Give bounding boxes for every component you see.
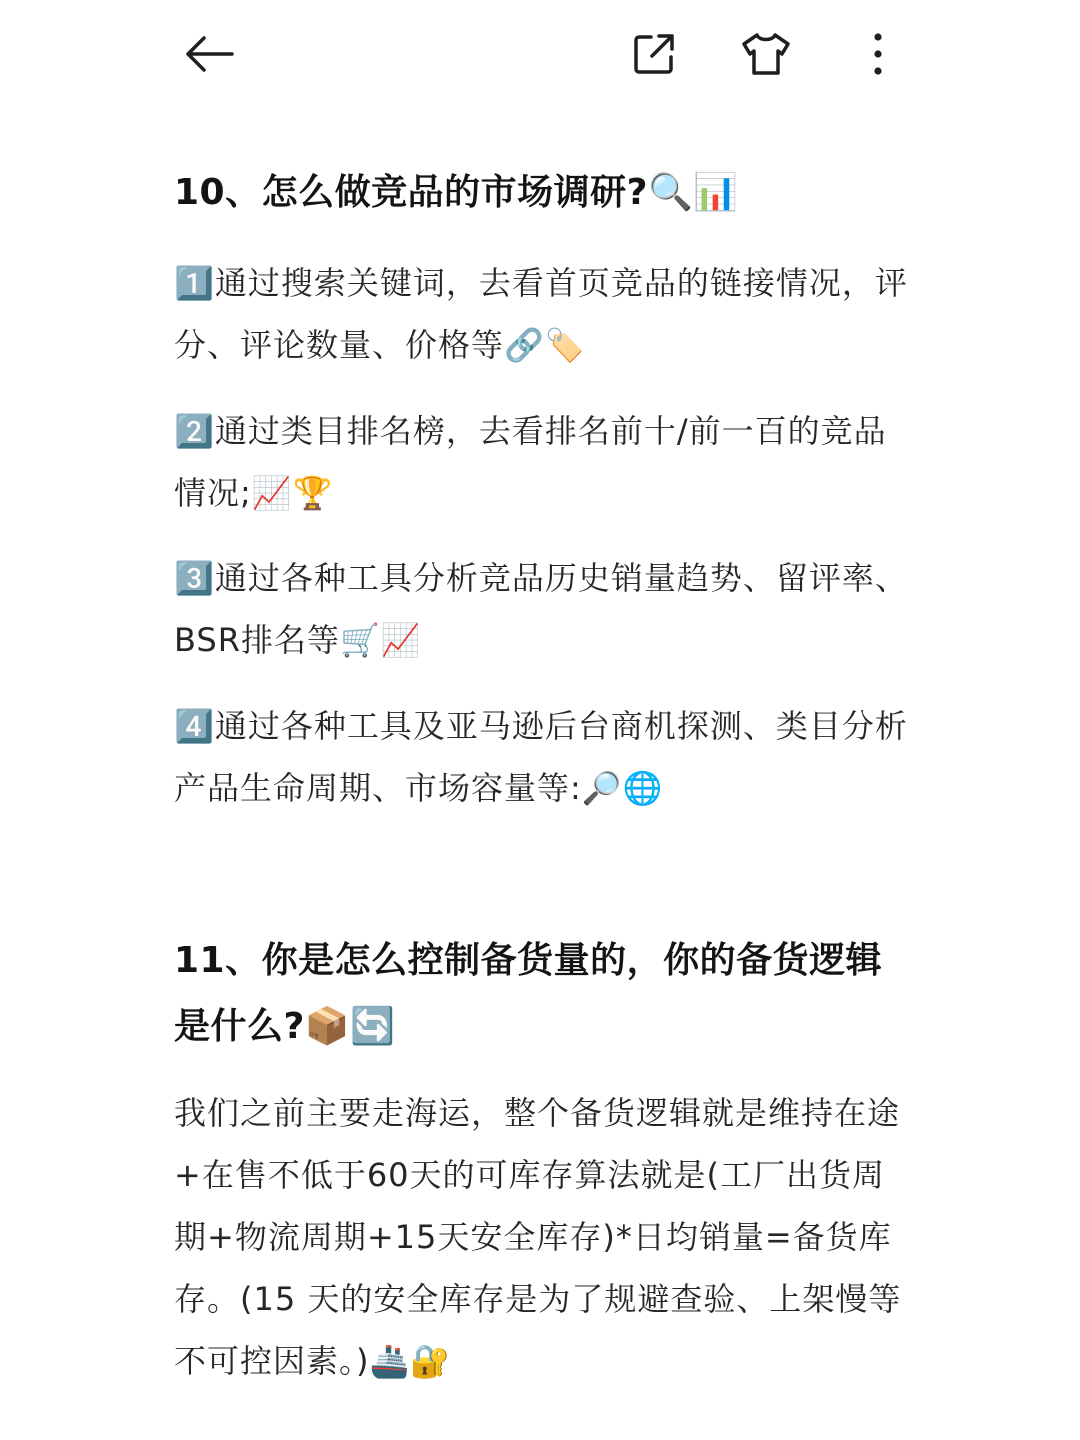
share-button[interactable] <box>626 26 682 82</box>
section-10-title: 10、怎么做竞品的市场调研?🔍📊 <box>174 172 739 213</box>
arrow-left-icon <box>182 34 238 74</box>
tshirt-icon <box>740 31 792 77</box>
section-11-body: 我们之前主要走海运，整个备货逻辑就是维持在途+在售不低于60天的可库存算法就是(工厂出货周期+物流周期+15天安全库存)*日均销量=备货库存。(15 天的安全库存是为了规避查验、上架慢等不可控因素。)🚢🔐 <box>174 1094 902 1380</box>
more-vertical-icon <box>872 32 884 76</box>
top-toolbar <box>0 0 1080 110</box>
section-10-item-3: 3️⃣通过各种工具分析竞品历史销量趋势、留评率、BSR排名等🛒📈 <box>174 559 908 659</box>
outfit-button[interactable] <box>736 26 796 82</box>
section-10-item-2: 2️⃣通过类目排名榜，去看排名前十/前一百的竞品情况;📈🏆 <box>174 412 887 512</box>
more-button[interactable] <box>858 26 898 82</box>
share-icon <box>631 31 677 77</box>
section-10-item-1: 1️⃣通过搜索关键词，去看首页竞品的链接情况，评分、评论数量、价格等🔗🏷️ <box>174 264 908 364</box>
section-10-item-4: 4️⃣通过各种工具及亚马逊后台商机探测、类目分析产品生命周期、市场容量等:🔎🌐 <box>174 707 908 807</box>
section-11-title: 11、你是怎么控制备货量的，你的备货逻辑是什么?📦🔄 <box>174 940 883 1047</box>
back-button[interactable] <box>178 28 242 80</box>
